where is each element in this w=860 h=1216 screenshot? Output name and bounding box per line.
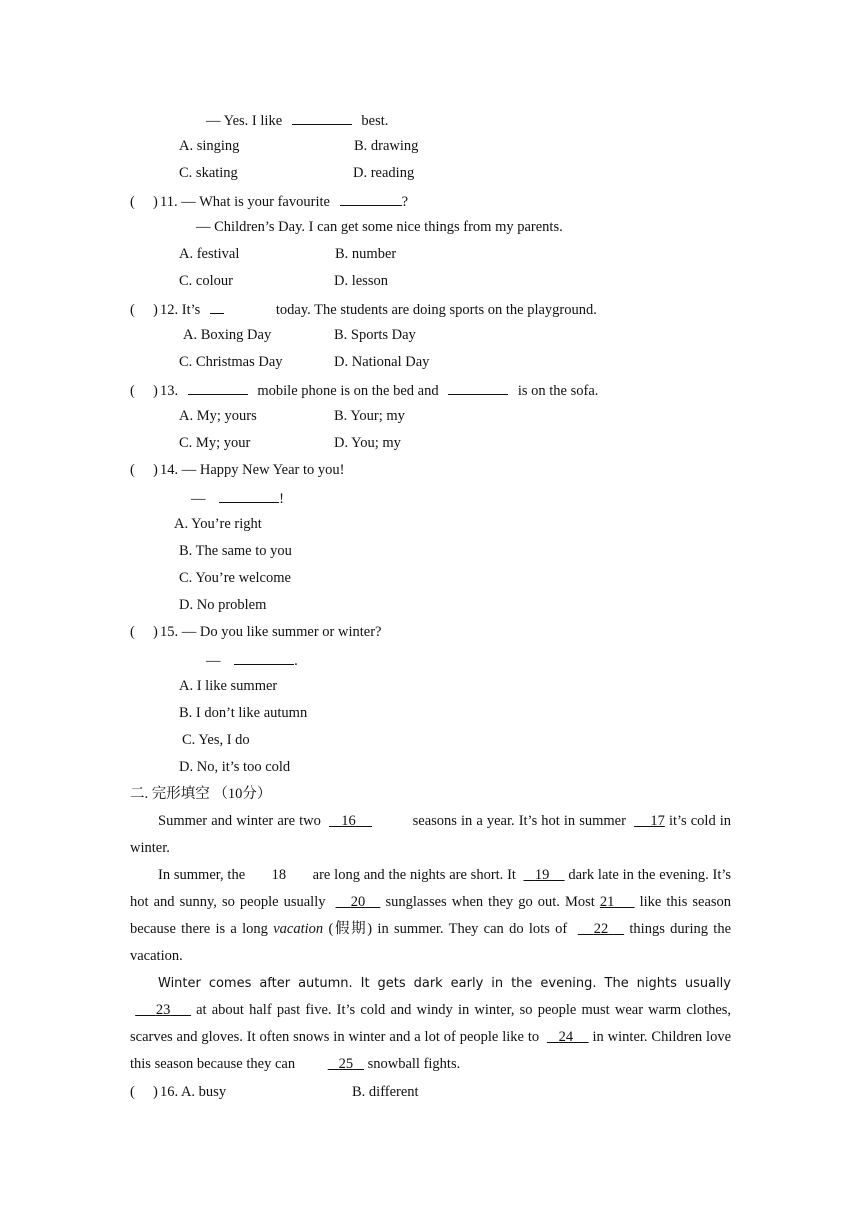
vacation-word: vacation xyxy=(273,921,324,937)
q10-answer-suffix: best. xyxy=(361,113,389,129)
blank-23[interactable]: 23 xyxy=(155,1002,171,1018)
q14-option-c: C. You’re welcome xyxy=(179,570,291,586)
answer-blank[interactable] xyxy=(340,191,402,206)
blank-17[interactable]: 17 xyxy=(650,813,665,829)
q11-stem-line xyxy=(130,191,408,211)
q15-option-c: C. Yes, I do xyxy=(182,732,250,748)
passage-text: In summer, the xyxy=(158,867,246,883)
q10-option-b: B. drawing xyxy=(354,138,419,154)
answer-paren[interactable]: ( ) xyxy=(130,383,158,399)
q12-stem-end: today. The students are doing sports on the playground. xyxy=(275,302,597,318)
answer-paren[interactable]: ( ) xyxy=(130,1084,158,1100)
q13-mid: mobile phone is on the bed and xyxy=(257,383,439,399)
passage-text: Winter comes after autumn. It gets dark early in the evening. The nights usually xyxy=(158,976,731,991)
q10-answer-line xyxy=(206,110,388,130)
passage-paragraph-1 xyxy=(130,808,731,862)
section-title: 二. 完形填空 （10分） xyxy=(130,786,272,802)
answer-blank[interactable] xyxy=(292,110,352,125)
q14-option-b: B. The same to you xyxy=(179,543,292,559)
q10-option-d: D. reading xyxy=(353,165,415,181)
answer-blank[interactable] xyxy=(188,380,248,395)
q15-end: . xyxy=(294,653,298,669)
q14-option-a: A. You’re right xyxy=(174,516,262,532)
passage-text: in winter. Children love this season because they can xyxy=(130,1029,732,1072)
q15-answer-line xyxy=(206,650,298,670)
q11-option-c: C. colour xyxy=(179,273,233,289)
passage-text: like this season because there is a long xyxy=(130,894,732,937)
q16-option-b: B. different xyxy=(352,1084,419,1100)
q14-option-d: D. No problem xyxy=(179,597,267,613)
q16-stem: 16. A. busy xyxy=(160,1084,227,1100)
blank-22[interactable]: 22 xyxy=(593,921,609,937)
q13-option-d: D. You; my xyxy=(334,435,401,451)
passage-text: dark late in the evening. It’s hot and sunny, so people usually xyxy=(130,867,732,910)
q10-answer-prefix: — Yes. I like xyxy=(206,113,283,129)
q11-option-d: D. lesson xyxy=(334,273,388,289)
passage-paragraph-3 xyxy=(130,970,731,1078)
passage-text: seasons in a year. It’s hot in summer xyxy=(412,813,626,829)
q13-option-c: C. My; your xyxy=(179,435,251,451)
passage-text: sunglasses when they go out. Most xyxy=(385,894,595,910)
answer-blank[interactable] xyxy=(210,299,224,314)
passage-text: things during the vacation. xyxy=(130,921,732,964)
blank-16[interactable]: 16 xyxy=(341,813,356,829)
q13-end: is on the sofa. xyxy=(517,383,599,399)
q12-stem: 12. It’s xyxy=(160,302,201,318)
q12-option-b: B. Sports Day xyxy=(334,327,416,343)
q14-stem-line xyxy=(130,461,344,479)
q12-option-c: C. Christmas Day xyxy=(179,354,283,370)
q10-option-a: A. singing xyxy=(179,138,240,154)
q14-answer-line xyxy=(191,488,284,508)
q11-option-a: A. festival xyxy=(179,246,240,262)
q15-option-b: B. I don’t like autumn xyxy=(179,705,308,721)
answer-paren[interactable]: ( ) xyxy=(130,302,158,318)
passage-text: snowball fights. xyxy=(367,1056,461,1072)
answer-blank[interactable] xyxy=(219,488,279,503)
q15-stem: 15. — Do you like summer or winter? xyxy=(160,624,382,640)
answer-blank[interactable] xyxy=(448,380,508,395)
passage-text: at about half past five. It’s cold and windy in winter, so people must wear warm clothes, scarves and gloves. It often snows in winter and a lot of people like to xyxy=(130,1002,732,1045)
answer-paren[interactable]: ( ) xyxy=(130,624,158,640)
blank-21[interactable]: 21 xyxy=(599,894,615,910)
answer-paren[interactable]: ( ) xyxy=(130,462,158,478)
q15-option-a: A. I like summer xyxy=(179,678,278,694)
answer-paren[interactable]: ( ) xyxy=(130,194,158,210)
passage-text: Summer and winter are two xyxy=(158,813,321,829)
blank-24[interactable]: 24 xyxy=(558,1029,574,1045)
passage-text: are long and the nights are short. It xyxy=(312,867,516,883)
blank-25[interactable]: 25 xyxy=(338,1056,354,1072)
passage-text: it’s cold in winter. xyxy=(130,813,732,856)
q15-option-d: D. No, it’s too cold xyxy=(179,759,291,775)
q14-end: ! xyxy=(279,491,284,507)
passage-paragraph-2 xyxy=(130,862,731,970)
q12-stem-line xyxy=(130,299,597,319)
q12-option-a: A. Boxing Day xyxy=(183,327,272,343)
q13-option-b: B. Your; my xyxy=(334,408,405,424)
blank-19[interactable]: 19 xyxy=(534,867,550,883)
q11-answer: — Children’s Day. I can get some nice things from my parents. xyxy=(196,219,563,235)
blank-18[interactable]: 18 xyxy=(271,867,287,883)
q11-stem-end: ? xyxy=(401,194,408,210)
q14-dash: — xyxy=(191,491,206,507)
passage-text: (假期) in summer. They can do lots of xyxy=(328,921,568,937)
q13-stem: 13. xyxy=(160,383,179,399)
q16-stem-line xyxy=(130,1083,226,1101)
q11-option-b: B. number xyxy=(335,246,397,262)
blank-20[interactable]: 20 xyxy=(350,894,366,910)
q14-stem: 14. — Happy New Year to you! xyxy=(160,462,345,478)
q15-stem-line xyxy=(130,623,382,641)
q12-option-d: D. National Day xyxy=(334,354,430,370)
q13-option-a: A. My; yours xyxy=(179,408,257,424)
q11-stem: 11. — What is your favourite xyxy=(160,194,330,210)
q15-dash: — xyxy=(206,653,221,669)
q10-option-c: C. skating xyxy=(179,165,238,181)
answer-blank[interactable] xyxy=(234,650,294,665)
q13-stem-line xyxy=(130,380,598,400)
